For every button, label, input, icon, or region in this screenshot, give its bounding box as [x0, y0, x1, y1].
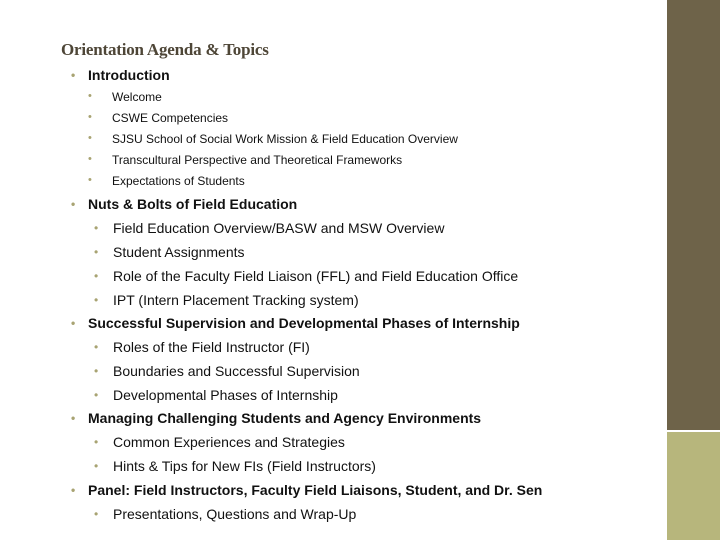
agenda-subitem	[94, 268, 519, 284]
agenda-subitem-label: Common Experiences and Strategies	[113, 434, 345, 450]
bullet-icon: •	[88, 153, 92, 165]
agenda-topic	[71, 67, 170, 83]
agenda-subitem	[88, 153, 403, 167]
agenda-subitem	[94, 244, 245, 260]
agenda-subitem	[88, 90, 162, 104]
agenda-subitem-label: Developmental Phases of Internship	[113, 387, 338, 403]
bullet-icon: •	[71, 197, 76, 211]
agenda-subitem-label: Role of the Faculty Field Liaison (FFL) and Field Education Office	[113, 268, 519, 284]
agenda-subitem-label: Expectations of Students	[112, 174, 245, 188]
agenda-topic-label: Nuts & Bolts of Field Education	[88, 196, 298, 212]
bullet-icon: •	[71, 68, 76, 82]
bullet-icon: •	[94, 221, 99, 235]
bullet-icon: •	[88, 111, 92, 123]
bullet-icon: •	[94, 293, 99, 307]
agenda-subitem-label: CSWE Competencies	[112, 111, 229, 125]
agenda-subitem-label: Hints & Tips for New FIs (Field Instructors)	[113, 458, 376, 474]
agenda-subitem	[94, 387, 338, 403]
bullet-icon: •	[94, 269, 99, 283]
bullet-icon: •	[94, 507, 99, 521]
bullet-icon: •	[88, 132, 92, 144]
agenda-topic	[71, 315, 520, 331]
bullet-icon: •	[94, 245, 99, 259]
decorative-band-light	[667, 432, 720, 540]
agenda-subitem	[88, 132, 458, 146]
agenda-subitem-label: Transcultural Perspective and Theoretical Frameworks	[112, 153, 403, 167]
bullet-icon: •	[94, 340, 99, 354]
agenda-topic	[71, 410, 482, 426]
slide-title: Orientation Agenda & Topics	[61, 40, 269, 59]
agenda-subitem	[88, 174, 245, 188]
bullet-icon: •	[94, 388, 99, 402]
bullet-icon: •	[71, 316, 76, 330]
bullet-icon: •	[94, 364, 99, 378]
bullet-icon: •	[88, 174, 92, 186]
agenda-subitem-label: IPT (Intern Placement Tracking system)	[113, 292, 359, 308]
agenda-subitem	[94, 292, 359, 308]
bullet-icon: •	[71, 411, 76, 425]
agenda-topic	[71, 482, 543, 498]
agenda-subitem-label: SJSU School of Social Work Mission & Field Education Overview	[112, 132, 458, 146]
agenda-subitem	[94, 458, 376, 474]
agenda-subitem	[94, 506, 357, 522]
agenda-subitem-label: Field Education Overview/BASW and MSW Overview	[113, 220, 445, 236]
agenda-subitem-label: Roles of the Field Instructor (FI)	[113, 339, 310, 355]
agenda-topic-label: Successful Supervision and Developmental Phases of Internship	[88, 315, 520, 331]
agenda-topic-label: Introduction	[88, 67, 170, 83]
agenda-subitem	[94, 434, 345, 450]
bullet-icon: •	[94, 435, 99, 449]
decorative-band-dark	[667, 0, 720, 432]
agenda-subitem-label: Boundaries and Successful Supervision	[113, 363, 360, 379]
bullet-icon: •	[88, 90, 92, 102]
agenda-topic-label: Panel: Field Instructors, Faculty Field Liaisons, Student, and Dr. Sen	[88, 482, 543, 498]
bullet-icon: •	[71, 483, 76, 497]
agenda-subitem	[94, 339, 310, 355]
agenda-topic	[71, 196, 298, 212]
agenda-topic-label: Managing Challenging Students and Agency Environments	[88, 410, 482, 426]
agenda-subitem-label: Student Assignments	[113, 244, 245, 260]
agenda-subitem-label: Presentations, Questions and Wrap-Up	[113, 506, 357, 522]
bullet-icon: •	[94, 459, 99, 473]
agenda-subitem-label: Welcome	[112, 90, 162, 104]
agenda-subitem	[88, 111, 229, 125]
agenda-subitem	[94, 363, 360, 379]
agenda-subitem	[94, 220, 445, 236]
